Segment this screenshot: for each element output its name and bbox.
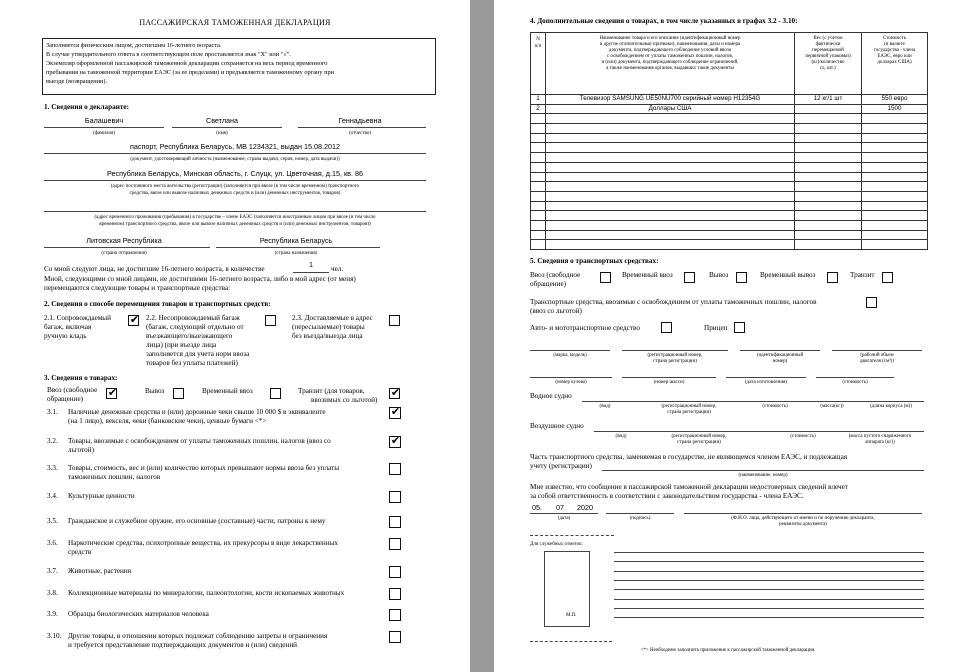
vehicle-privilege-label: (ввоз со льготой) <box>530 307 582 315</box>
table-row <box>531 143 928 153</box>
address-field[interactable]: Республика Беларусь, Минская область, г. Слуцк, ул. Цветочная, д.15, кв. 86 <box>107 169 363 178</box>
caption: (наименование, номер) <box>738 473 788 478</box>
table-cell-w[interactable] <box>795 191 862 201</box>
table-cell-d[interactable] <box>546 172 795 182</box>
section-2-heading: 2. Сведения о способе перемещения товаров и транспортных средств: <box>44 300 271 308</box>
caption: (длина корпуса (м)) <box>870 404 912 409</box>
goods-item-number: 3.8. <box>47 589 58 597</box>
vehicle-temp-import-checkbox[interactable] <box>684 272 695 283</box>
name-field[interactable]: Светлана <box>206 116 238 125</box>
table-cell-d[interactable] <box>546 124 795 134</box>
table-cell-d[interactable] <box>546 220 795 230</box>
table-row <box>531 172 928 182</box>
goods-table-body <box>531 95 928 250</box>
vehicle-temp-export-label: Временный вывоз <box>760 271 816 279</box>
caption: (дата изготовления) <box>745 380 787 385</box>
date-month-field[interactable]: 07 <box>556 503 564 512</box>
goods-item-number: 3.5. <box>47 517 58 525</box>
goods-item-checkbox[interactable] <box>389 516 401 528</box>
table-cell-v[interactable] <box>862 114 928 124</box>
footnote: <*> Необходимо заполнить приложение к пассажирской таможенной декларации. <box>640 648 816 653</box>
option-2-2-label: въезжающего/выезжающего <box>146 332 233 340</box>
water-vessel-field[interactable] <box>582 401 924 402</box>
caption: (масса(кг)) <box>820 404 844 409</box>
table-cell-n[interactable] <box>531 191 546 201</box>
minors-unit: чел. <box>331 265 344 273</box>
auto-checkbox[interactable] <box>661 322 672 333</box>
table-cell-v[interactable]: 1500 <box>862 104 928 114</box>
goods-table <box>530 32 928 250</box>
caption: (номер шасси) <box>653 380 685 385</box>
goods-item-number: 3.1. <box>47 408 58 416</box>
goods-item-checkbox[interactable] <box>389 609 401 621</box>
passport-caption: (документ, удостоверяющий личность (наименование, страна выдачи, серия, номер, дата выдачи)) <box>130 157 340 162</box>
stamp-label: М.П. <box>566 613 577 618</box>
declarant-name-field[interactable] <box>684 513 922 514</box>
check-mark-icon: ✔ <box>390 405 401 418</box>
column-header-line: с освобождением от уплаты таможенных пошлин, налогов, <box>606 54 734 60</box>
goods-item-checkbox[interactable] <box>389 436 401 448</box>
page-title: ПАССАЖИРСКАЯ ТАМОЖЕННАЯ ДЕКЛАРАЦИЯ <box>139 18 331 27</box>
declaration-text: Мне известно, что сообщение в пассажирской таможенной декларации недостоверных сведений влечет <box>530 483 849 491</box>
minors-label: Со мной следуют лица, не достигшие 16-летнего возраста, в количестве <box>44 265 265 273</box>
goods-item-checkbox[interactable] <box>389 631 401 643</box>
caption: (стоимость) <box>842 380 868 385</box>
goods-item-label: Гражданское и служебное оружие, его основные (составные) части, патроны к нему <box>68 517 326 525</box>
goods-item-label: таможенных пошлин, налогов <box>68 473 161 481</box>
official-mark-line[interactable] <box>614 552 924 553</box>
vehicle-import-label: обращение) <box>530 280 567 288</box>
table-row <box>531 95 928 105</box>
section-1-heading: 1. Сведения о декларанте: <box>44 103 129 111</box>
trailer-label: Прицеп <box>704 324 728 332</box>
table-row <box>531 230 928 240</box>
option-2-1-label: ручную кладь <box>44 332 87 340</box>
auto-label: Авто- и мототранспортное средство <box>530 324 640 332</box>
table-cell-d[interactable] <box>546 153 795 163</box>
official-mark-line[interactable] <box>614 589 924 590</box>
option-2-3-label: без въезда/выезда лица <box>292 332 363 340</box>
table-cell-n[interactable] <box>531 182 546 192</box>
goods-table-header <box>531 33 928 95</box>
goods-item-label: Товары, стоимость, вес и (или) количество которых превышают нормы ввоза без уплаты <box>68 464 340 472</box>
option-2-2-label: лица) (при въезде лица <box>146 341 217 349</box>
table-cell-v[interactable] <box>862 172 928 182</box>
table-row <box>531 124 928 134</box>
transit-label: ввозимых со льготой) <box>311 396 378 404</box>
goods-item-label: Животные, растения <box>68 567 132 575</box>
goods-item-label: Культурные ценности <box>68 492 135 500</box>
table-cell-d[interactable] <box>546 182 795 192</box>
name-caption: (имя) <box>216 131 228 136</box>
caption: (стоимость) <box>762 404 788 409</box>
goods-item-number: 3.9. <box>47 610 58 618</box>
goods-item-label: Образцы биологических материалов человека <box>68 610 209 618</box>
destination-caption: (страна назначения) <box>274 251 318 256</box>
goods-temp-import-checkbox[interactable] <box>270 388 281 399</box>
goods-item-checkbox[interactable] <box>389 538 401 550</box>
caption: (дата) <box>557 516 571 521</box>
caption: (регистрационный номер, <box>661 404 717 409</box>
table-cell-d[interactable]: Телевизор SAMSUNG UE50NU700 серийный номер H12354G <box>546 95 795 105</box>
table-cell-d[interactable]: Доллары США <box>546 104 795 114</box>
column-header-line: документа, подтверждающего соблюдение условий ввоза <box>608 48 732 54</box>
passport-field[interactable]: паспорт, Республика Беларусь, MB 1234321, выдан 15.08.2012 <box>130 142 340 151</box>
table-cell-v[interactable] <box>862 191 928 201</box>
official-mark-line[interactable] <box>614 561 924 562</box>
section-3-heading: 3. Сведения о товарах: <box>44 374 118 382</box>
vehicle-transit-checkbox[interactable] <box>882 272 893 283</box>
table-cell-n[interactable]: 1 <box>531 95 546 105</box>
caption: (вид) <box>599 404 611 409</box>
table-cell-v[interactable] <box>862 211 928 221</box>
caption: (регистрационный номер, <box>647 353 703 358</box>
col-n-label: п/п <box>534 43 542 49</box>
table-cell-v[interactable] <box>862 230 928 240</box>
table-row <box>531 104 928 114</box>
caption: (вид) <box>615 434 627 439</box>
col-n-header <box>531 33 546 95</box>
table-cell-w[interactable]: 12 кг/1 шт <box>795 95 862 105</box>
table-cell-n[interactable] <box>531 124 546 134</box>
official-mark-line[interactable] <box>614 608 924 609</box>
column-header-line: Стоимость <box>882 36 907 41</box>
table-cell-v[interactable] <box>862 153 928 163</box>
table-cell-d[interactable] <box>546 230 795 240</box>
import-label: Ввоз (свободное <box>47 386 98 394</box>
intro-line: пребывания на таможенной территории ЕАЭС (за ее пределами) и предъявляется таможенному органу при <box>46 69 334 76</box>
section-4-heading: 4. Дополнительные сведения о товарах, в том числе указанных в графах 3.2 - 3.10: <box>530 17 798 25</box>
trailer-checkbox[interactable] <box>734 322 745 333</box>
table-cell-w[interactable] <box>795 153 862 163</box>
check-mark-icon: ✔ <box>129 313 140 326</box>
minors-text: Мной, следующими со мной лицами, не достигшими 16-летнего возраста, либо в мой адрес (от меня) <box>44 275 356 283</box>
column-header-line: (л, шт.) <box>820 66 836 72</box>
column-header-line: а также наименования органов, выдавших такие документы <box>606 66 734 72</box>
table-cell-w[interactable] <box>795 211 862 221</box>
caption: страна регистрации) <box>677 440 721 445</box>
check-mark-icon: ✔ <box>390 434 401 447</box>
caption: (рабочий объем <box>860 353 894 358</box>
table-cell-n[interactable] <box>531 220 546 230</box>
option-2-3-label: 2.3. Доставляемые в адрес <box>292 314 373 322</box>
table-cell-n[interactable] <box>531 230 546 240</box>
column-header-line: государства - члена <box>873 48 916 54</box>
table-cell-d[interactable] <box>546 143 795 153</box>
caption: (идентификационный <box>756 353 804 358</box>
table-cell-v[interactable] <box>862 143 928 153</box>
table-cell-n[interactable] <box>531 153 546 163</box>
table-cell-w[interactable] <box>795 230 862 240</box>
export-label: Вывоз <box>145 387 165 395</box>
table-cell-w[interactable] <box>795 124 862 134</box>
table-cell-n[interactable] <box>531 133 546 143</box>
col-value-header <box>862 33 928 95</box>
unaccompanied-baggage-checkbox[interactable] <box>265 315 276 326</box>
table-cell-v[interactable] <box>862 133 928 143</box>
table-row <box>531 240 928 250</box>
column-header-line: фактически <box>815 42 841 48</box>
table-cell-w[interactable] <box>795 133 862 143</box>
table-cell-n[interactable] <box>531 172 546 182</box>
goods-item-label: Наличные денежные средства и (или) дорожные чеки свыше 10 000 $ в эквиваленте <box>68 408 326 416</box>
table-row <box>531 191 928 201</box>
caption: номер) <box>772 359 788 364</box>
table-cell-w[interactable] <box>795 172 862 182</box>
goods-item-label: льготой) <box>68 446 95 454</box>
table-cell-w[interactable] <box>795 114 862 124</box>
table-cell-n[interactable] <box>531 201 546 211</box>
caption: реквизиты документа) <box>779 522 827 527</box>
goods-item-number: 3.10. <box>47 632 62 640</box>
vehicle-export-label: Вывоз <box>709 271 729 279</box>
delivered-goods-checkbox[interactable] <box>389 315 400 326</box>
aircraft-field[interactable] <box>594 431 924 432</box>
water-vessel-label: Водное судно <box>530 392 572 400</box>
table-row <box>531 162 928 172</box>
vehicle-transit-label: Транзит <box>850 271 875 279</box>
declaration-page-1 <box>0 0 470 672</box>
intro-line: выезде (возвращении). <box>46 78 108 85</box>
table-cell-d[interactable] <box>546 162 795 172</box>
column-header-line: ЕАЭС, евро или <box>877 54 912 60</box>
option-2-1-label: 2.1. Сопровождаемый <box>44 314 111 322</box>
goods-import-checkbox[interactable] <box>106 388 117 399</box>
goods-item-checkbox[interactable] <box>389 491 401 503</box>
goods-item-number: 3.7. <box>47 567 58 575</box>
table-cell-n[interactable] <box>531 114 546 124</box>
goods-item-checkbox[interactable] <box>389 566 401 578</box>
goods-item-label: Коллекционные материалы по минералогии, палеонтологии, кости ископаемых животных <box>68 589 345 597</box>
table-cell-n[interactable]: 2 <box>531 104 546 114</box>
patronymic-caption: (отчество) <box>348 131 372 136</box>
caption: (подпись) <box>629 516 651 521</box>
option-2-2-label: 2.2. Несопровождаемый багаж <box>146 314 240 322</box>
table-cell-n[interactable] <box>531 162 546 172</box>
caption: (марка, модель) <box>553 353 587 358</box>
table-cell-w[interactable] <box>795 240 862 250</box>
option-2-2-label: (багаж, следующий отдельно от <box>146 323 244 331</box>
col-desc-header <box>546 33 795 95</box>
goods-item-label: и требуется представление подтверждающих документов и (или) сведений <box>68 641 298 649</box>
table-row <box>531 220 928 230</box>
goods-item-checkbox[interactable] <box>389 588 401 600</box>
signature-field[interactable] <box>606 513 674 514</box>
declaration-page-2 <box>494 0 962 672</box>
vehicle-export-checkbox[interactable] <box>736 272 747 283</box>
table-row <box>531 201 928 211</box>
column-header-line: (кг)/количество <box>811 60 845 66</box>
table-row <box>531 211 928 221</box>
official-mark-line[interactable] <box>614 599 924 600</box>
table-cell-d[interactable] <box>546 114 795 124</box>
vehicle-part-field[interactable] <box>602 470 924 471</box>
column-header-line: первичной упаковки) <box>805 54 851 60</box>
official-mark-line[interactable] <box>614 580 924 581</box>
vehicle-part-label: Часть транспортного средства, заменяемая в государстве, не являющемся членом ЕАЭС, и подлежащая <box>530 453 848 461</box>
goods-item-label: Другие товары, в отношении которых подлежат соблюдению запреты и ограничения <box>68 632 328 640</box>
table-row <box>531 182 928 192</box>
vehicle-import-checkbox[interactable] <box>600 272 611 283</box>
temp-address-field[interactable] <box>44 211 426 212</box>
table-cell-v[interactable] <box>862 124 928 134</box>
col-n-label: N <box>536 37 540 42</box>
patronymic-field[interactable]: Геннадьевна <box>338 116 382 125</box>
caption: (регистрационный номер, <box>671 434 727 439</box>
goods-transit-checkbox[interactable] <box>389 388 400 399</box>
temp-import-label: Временный ввоз <box>202 387 253 395</box>
vehicle-part-label: учету (регистрации) <box>530 462 592 470</box>
table-row <box>531 153 928 163</box>
aircraft-label: Воздушное судно <box>530 422 584 430</box>
goods-item-label: Наркотические средства, психотропные вещества, их прекурсоры в виде лекарственных <box>68 539 338 547</box>
goods-export-checkbox[interactable] <box>173 388 184 399</box>
table-cell-v[interactable] <box>862 162 928 172</box>
column-header-line: перемещаемой <box>812 48 844 54</box>
surname-caption: (фамилия) <box>92 131 116 136</box>
minors-text: перемещаются следующие товары и транспортные средства: <box>44 284 231 292</box>
goods-item-number: 3.4. <box>47 492 58 500</box>
caption: аппарата (кг)) <box>865 440 895 445</box>
caption: страна регистрации) <box>653 359 697 364</box>
table-cell-n[interactable] <box>531 211 546 221</box>
minors-count-field[interactable]: 1 <box>309 260 313 269</box>
col-weight-header <box>795 33 862 95</box>
transit-label: Транзит (для товаров, <box>298 387 365 395</box>
table-cell-w[interactable] <box>795 182 862 192</box>
check-mark-icon: ✔ <box>107 386 118 399</box>
option-2-3-label: (пересылаемые) товары <box>292 323 365 331</box>
import-label: обращение) <box>47 395 84 403</box>
intro-line: Экземпляр оформленной пассажирской таможенной декларации сохраняется на весь период временного <box>46 60 328 67</box>
table-cell-n[interactable] <box>531 240 546 250</box>
goods-item-number: 3.2. <box>47 437 58 445</box>
vehicle-import-label: Ввоз (свободное <box>530 271 581 279</box>
table-cell-w[interactable] <box>795 143 862 153</box>
table-cell-n[interactable] <box>531 143 546 153</box>
goods-item-label: (на 1 лицо), векселя, чеки (банковские чеки), ценные бумаги <*> <box>68 417 267 425</box>
departure-country-field[interactable]: Литовская Республика <box>86 236 162 245</box>
departure-caption: (страна отправления) <box>101 251 147 256</box>
table-cell-w[interactable] <box>795 162 862 172</box>
address-caption: (адрес постоянного места жительства (регистрации) (заполняется при ввозе (в том числе временном) транспортного <box>110 184 360 189</box>
goods-item-checkbox[interactable] <box>389 463 401 475</box>
intro-line: В случае утвердительного ответа в соответствующем поле проставляется знак "X" или "√". <box>46 51 291 58</box>
goods-item-checkbox[interactable] <box>389 407 401 419</box>
vehicle-temp-export-checkbox[interactable] <box>827 272 838 283</box>
caption: (Ф.И.О. лица, действующего от имени и по поручению декларанта, <box>731 516 875 521</box>
option-2-2-label: заполняется для учета норм ввоза <box>146 350 250 358</box>
official-mark-line[interactable] <box>614 571 924 572</box>
column-header-line: и (или) документа, подтверждающего соблюдение ограничений, <box>601 60 739 66</box>
surname-field[interactable]: Балашевич <box>84 116 124 125</box>
temp-address-caption: (адрес временного проживания (пребывания) в государстве – члене ЕАЭС (заполняется иностранным лицом при ввозе (в том числе <box>94 215 376 220</box>
table-cell-v[interactable]: 550 евро <box>862 95 928 105</box>
caption: страна регистрации) <box>667 410 711 415</box>
address-caption: средства, ввозе или вывозе наличных денежных средств и (или) денежных инструментов, товаров) <box>129 191 341 196</box>
caption: двигателя (см³)) <box>859 359 895 364</box>
table-cell-d[interactable] <box>546 211 795 221</box>
table-cell-v[interactable] <box>862 182 928 192</box>
goods-item-label: Товары, ввозимые с освобождением от уплаты таможенных пошлин, налогов (ввоз со <box>68 437 331 445</box>
date-day-field[interactable]: 05. <box>532 503 542 512</box>
column-header-line: и другие отличительные признаки), наименования, даты и номера <box>599 42 741 48</box>
table-cell-v[interactable] <box>862 220 928 230</box>
table-row <box>531 114 928 124</box>
accompanied-baggage-checkbox[interactable] <box>128 315 139 326</box>
table-cell-d[interactable] <box>546 240 795 250</box>
goods-item-number: 3.3. <box>47 464 58 472</box>
temp-address-caption: временном) транспортного средства, ввозе или вывозе наличных денежных средств и (или) денежных инструментов, товаров)) <box>99 222 371 227</box>
vehicle-privilege-label: Транспортные средства, ввозимые с освобождением от уплаты таможенных пошлин, налогов <box>530 298 817 306</box>
column-header-line: Вес (с учетом <box>813 36 843 41</box>
goods-item-number: 3.6. <box>47 539 58 547</box>
destination-country-field[interactable]: Республика Беларусь <box>259 236 333 245</box>
caption: (номер кузова) <box>555 380 587 385</box>
table-cell-d[interactable] <box>546 191 795 201</box>
table-cell-v[interactable] <box>862 240 928 250</box>
table-cell-w[interactable] <box>795 201 862 211</box>
column-header-line: Наименование товара и его описание (идентификационный номер <box>599 36 741 41</box>
goods-item-label: средств <box>68 548 92 556</box>
table-cell-w[interactable] <box>795 104 862 114</box>
vehicle-temp-import-label: Временный ввоз <box>622 271 673 279</box>
table-cell-v[interactable] <box>862 201 928 211</box>
caption: (масса пустого снаряженного <box>848 434 912 439</box>
caption: (стоимость) <box>790 434 816 439</box>
table-row <box>531 133 928 143</box>
official-marks-label: Для служебных отметок: <box>530 542 583 547</box>
declaration-text: за собой ответственность в соответствии с законодательством государства - члена ЕАЭС. <box>530 492 804 500</box>
vehicle-privilege-checkbox[interactable] <box>866 297 877 308</box>
column-header-line: (в валюте <box>884 42 905 48</box>
table-cell-d[interactable] <box>546 201 795 211</box>
intro-line: Заполняется физическим лицом, достигшим 16-летнего возраста. <box>46 42 222 49</box>
official-mark-line[interactable] <box>614 617 924 618</box>
option-2-2-label: товаров без уплаты платежей) <box>146 359 238 367</box>
column-header-line: долларах США) <box>877 60 912 66</box>
option-2-1-label: багаж, включая <box>44 323 92 331</box>
date-year-field[interactable]: 2020 <box>577 503 593 512</box>
section-5-heading: 5. Сведения о транспортных средствах: <box>530 257 659 265</box>
table-cell-w[interactable] <box>795 220 862 230</box>
check-mark-icon: ✔ <box>390 386 401 399</box>
table-cell-d[interactable] <box>546 133 795 143</box>
